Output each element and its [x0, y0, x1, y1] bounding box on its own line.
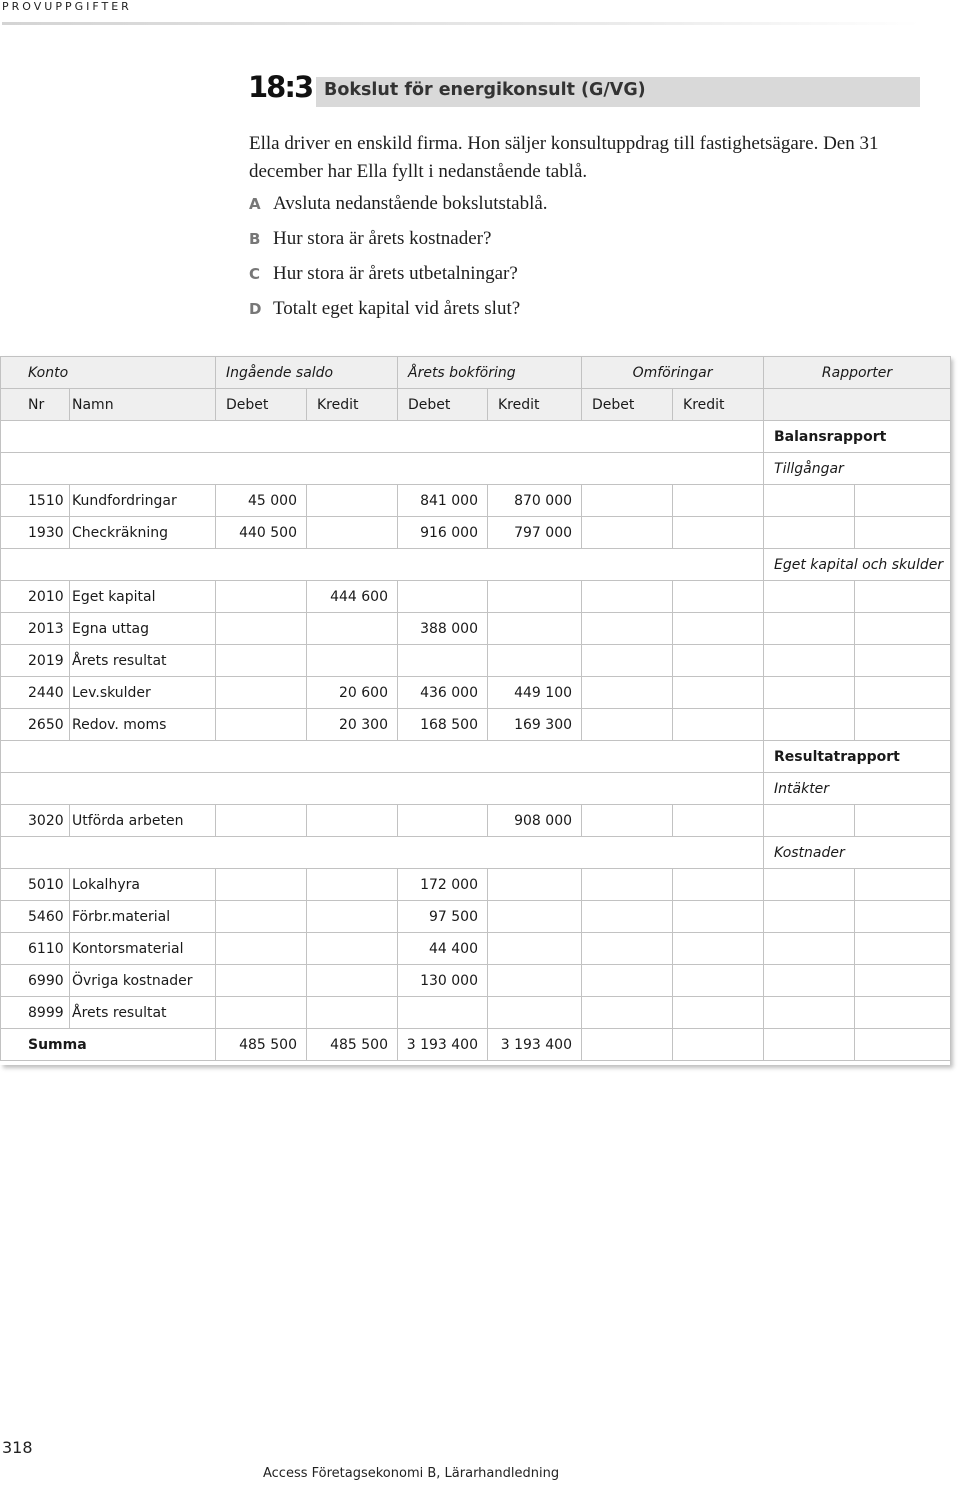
table-row: 5010 Lokalhyra 172 000	[1, 869, 951, 901]
table-row: 2013 Egna uttag 388 000	[1, 613, 951, 645]
table-row	[1, 741, 951, 773]
col-header-debet: Debet	[398, 389, 488, 421]
table-row: 6990 Övriga kostnader 130 000	[1, 965, 951, 997]
table-row: 8999 Årets resultat	[1, 997, 951, 1029]
group-header-omforingar: Omföringar	[582, 357, 764, 389]
table-row: 2019 Årets resultat	[1, 645, 951, 677]
col-header-debet: Debet	[216, 389, 307, 421]
exercise-number: 18:3	[248, 70, 313, 104]
task-letter: A	[249, 195, 261, 213]
table-row	[1, 421, 951, 453]
table-row	[1, 773, 951, 805]
col-header-kredit: Kredit	[673, 389, 764, 421]
group-header-row	[1, 357, 951, 389]
task-a	[249, 193, 548, 215]
task-letter: C	[249, 265, 261, 283]
group-header-arets-bokforing: Årets bokföring	[398, 357, 582, 389]
exercise-title: Bokslut för energikonsult (G/VG)	[324, 80, 646, 100]
group-header-rapporter: Rapporter	[764, 357, 951, 389]
table-row: 6110 Kontorsmaterial 44 400	[1, 933, 951, 965]
summa-label: Summa	[1, 1029, 216, 1061]
label-resultatrapport: Resultatrapport	[764, 741, 951, 773]
col-header-kredit: Kredit	[307, 389, 398, 421]
task-b	[249, 228, 491, 250]
task-text: Hur stora är årets utbetalningar?	[273, 263, 518, 284]
label-intakter: Intäkter	[764, 773, 951, 805]
exercise-intro: Ella driver en enskild firma. Hon säljer konsultuppdrag till fastighetsägare. Den 31 december har Ella fyllt i nedanstående tablå.	[249, 133, 879, 182]
running-head: PROVUPPGIFTER	[2, 0, 132, 13]
task-c	[249, 263, 518, 285]
col-header-debet: Debet	[582, 389, 673, 421]
task-text: Avsluta nedanstående bokslutstablå.	[273, 193, 548, 214]
col-header-namn: Namn	[70, 389, 216, 421]
table-row: 2650 Redov. moms 20 300 168 500 169 300	[1, 709, 951, 741]
bokslut-tablå	[0, 356, 950, 1065]
page-number: 318	[2, 1438, 33, 1457]
summa-row: Summa 485 500 485 500 3 193 400 3 193 400	[1, 1029, 951, 1061]
bokslut-table	[0, 356, 951, 1061]
task-letter: D	[249, 300, 262, 318]
table-row	[1, 453, 951, 485]
exercise-title-bar	[316, 77, 920, 107]
group-header-ingaende-saldo: Ingående saldo	[216, 357, 398, 389]
table-row	[1, 837, 951, 869]
col-header-nr: Nr	[1, 389, 70, 421]
label-eget-kapital-och-skulder: Eget kapital och skulder	[764, 549, 951, 581]
book-title-footer: Access Företagsekonomi B, Lärarhandledning	[263, 1466, 560, 1481]
table-row	[1, 549, 951, 581]
task-d	[249, 298, 520, 320]
col-header-kredit: Kredit	[488, 389, 582, 421]
table-row: 5460 Förbr.material 97 500	[1, 901, 951, 933]
table-row: 3020 Utförda arbeten 908 000	[1, 805, 951, 837]
group-header-konto: Konto	[1, 357, 216, 389]
table-row: 2440 Lev.skulder 20 600 436 000 449 100	[1, 677, 951, 709]
table-row: 1510 Kundfordringar 45 000 841 000 870 000	[1, 485, 951, 517]
label-tillgangar: Tillgångar	[764, 453, 951, 485]
sub-header-row	[1, 389, 951, 421]
header-rule	[2, 22, 920, 25]
label-kostnader: Kostnader	[764, 837, 951, 869]
task-text: Hur stora är årets kostnader?	[273, 228, 492, 249]
task-letter: B	[249, 230, 261, 248]
table-row: 1930 Checkräkning 440 500 916 000 797 000	[1, 517, 951, 549]
label-balansrapport: Balansrapport	[764, 421, 951, 453]
task-text: Totalt eget kapital vid årets slut?	[273, 298, 521, 319]
table-row: 2010 Eget kapital 444 600	[1, 581, 951, 613]
